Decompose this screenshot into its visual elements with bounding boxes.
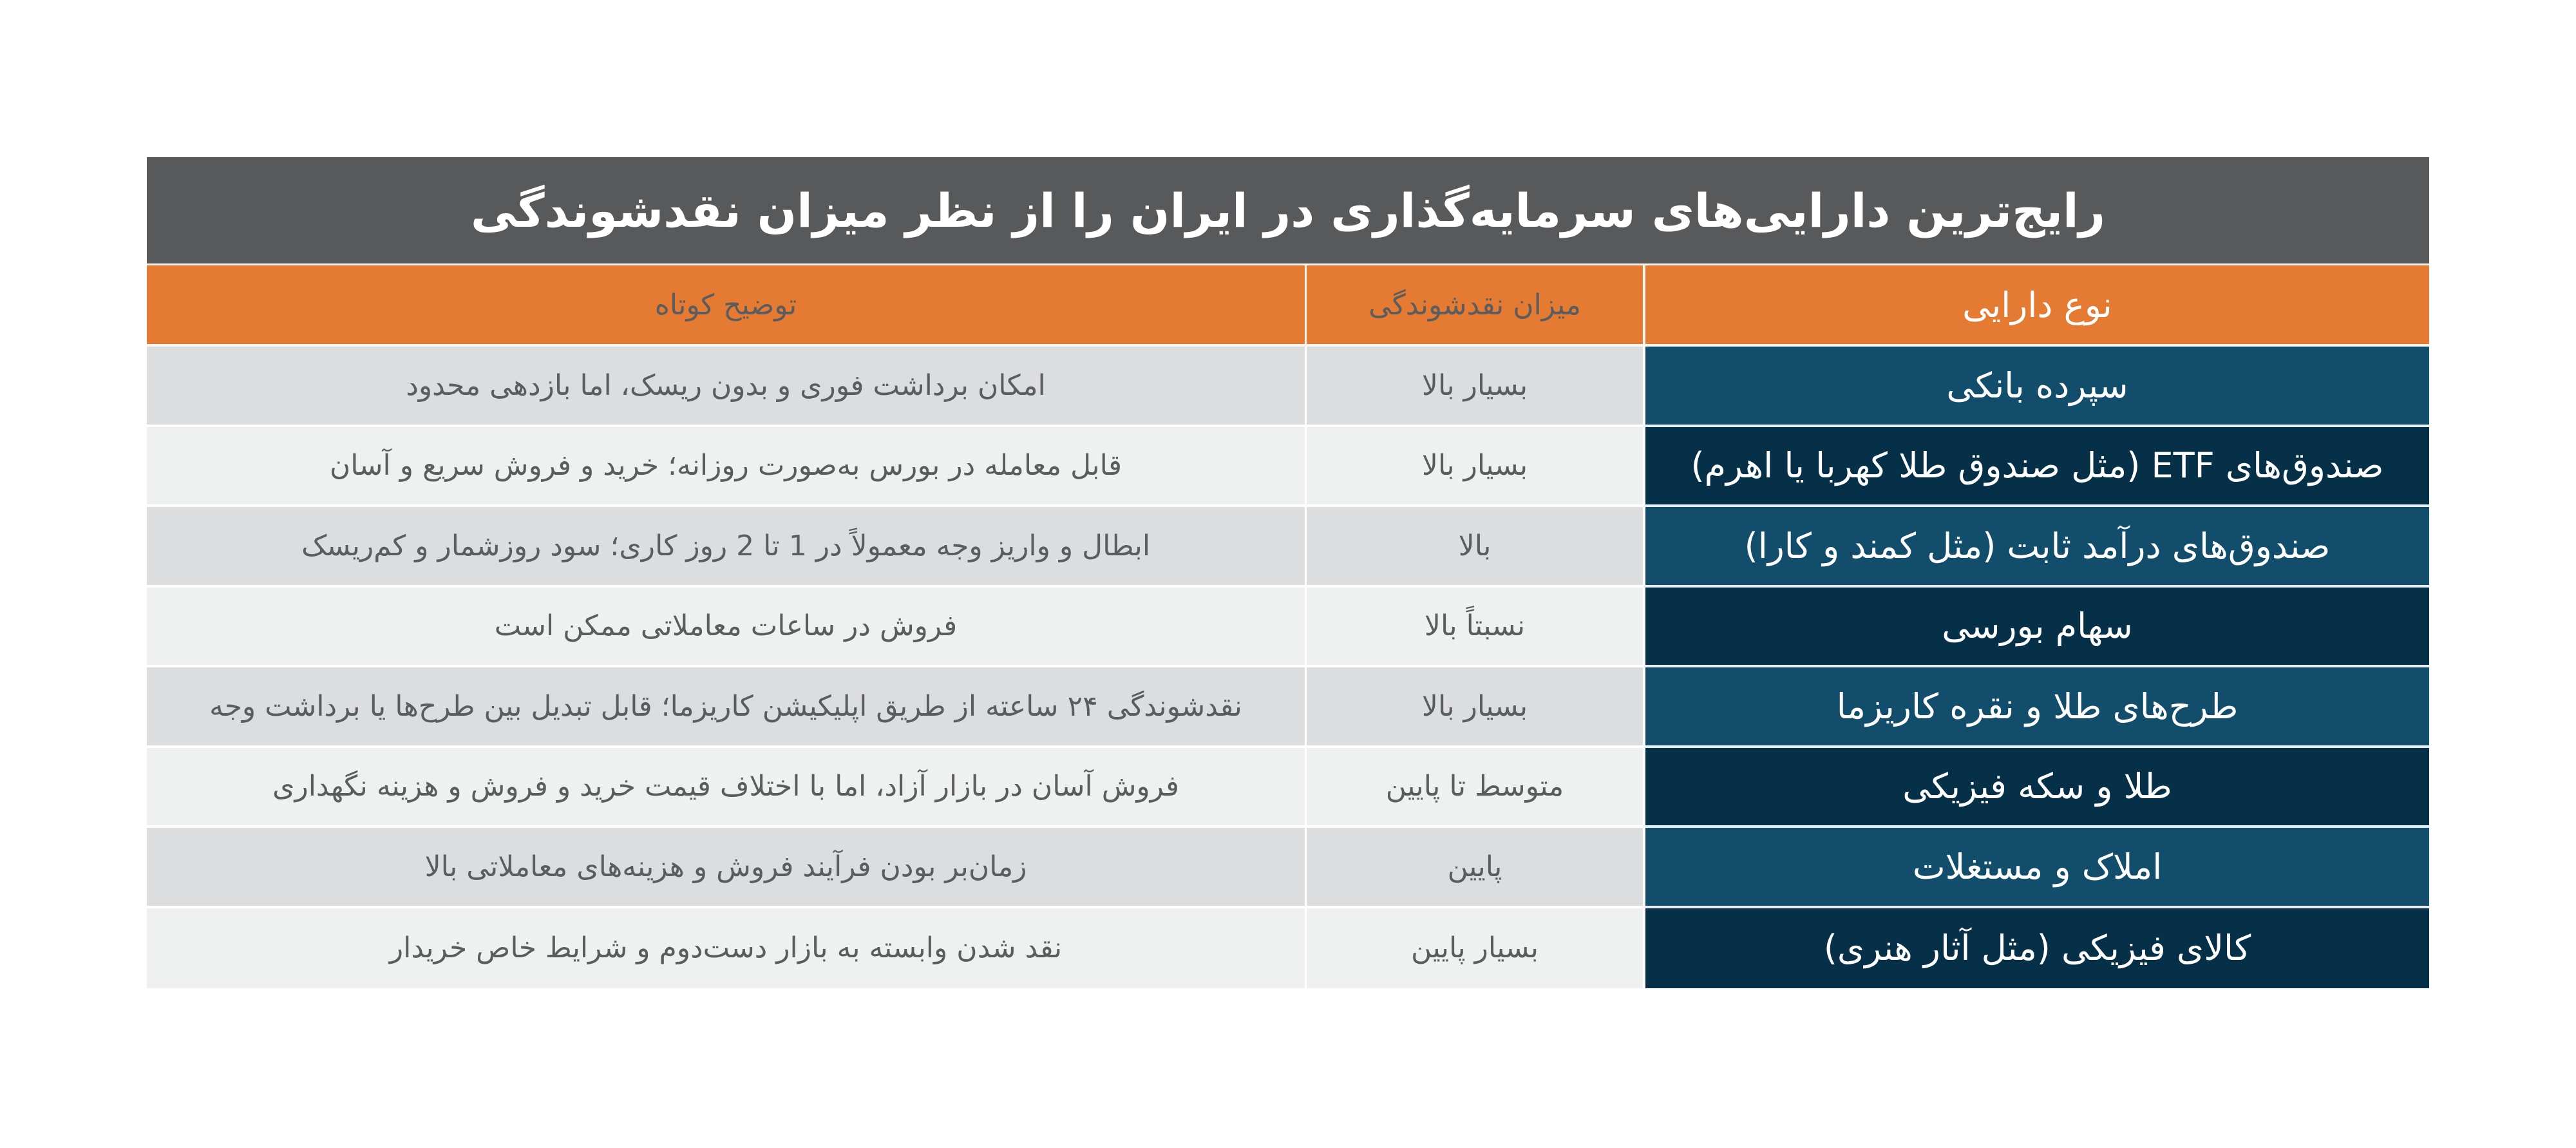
- row-6-asset-type: طلا و سکه فیزیکی: [1643, 748, 2429, 828]
- row-1-liquidity: بسیار بالا: [1305, 347, 1643, 427]
- row-5-asset-type: طرح‌های طلا و نقره کاریزما: [1643, 667, 2429, 748]
- row-4-asset-type: سهام بورسی: [1643, 588, 2429, 668]
- row-8-description: نقد شدن وابسته به بازار دست‌دوم و شرایط خاص خریدار: [147, 908, 1305, 989]
- row-6-liquidity: متوسط تا پایین: [1305, 748, 1643, 828]
- row-3-liquidity: بالا: [1305, 507, 1643, 588]
- header-asset-type: نوع دارایی: [1643, 265, 2429, 347]
- header-liquidity: میزان نقدشوندگی: [1305, 265, 1643, 347]
- row-3-asset-type: صندوق‌های درآمد ثابت (مثل کمند و کارا): [1643, 507, 2429, 588]
- row-2-asset-type: صندوق‌های ETF (مثل صندوق طلا کهربا یا اهرم): [1643, 427, 2429, 508]
- row-1-asset-type: سپرده بانکی: [1643, 347, 2429, 427]
- row-4-liquidity: نسبتاً بالا: [1305, 588, 1643, 668]
- table-title: رایج‌ترین دارایی‌های سرمایه‌گذاری در ایران را از نظر میزان نقدشوندگی: [147, 157, 2429, 265]
- row-2-description: قابل معامله در بورس به‌صورت روزانه؛ خرید و فروش سریع و آسان: [147, 427, 1305, 508]
- row-1-description: امکان برداشت فوری و بدون ریسک، اما بازدهی محدود: [147, 347, 1305, 427]
- row-7-description: زمان‌بر بودن فرآیند فروش و هزینه‌های معاملاتی بالا: [147, 828, 1305, 908]
- header-description: توضیح کوتاه: [147, 265, 1305, 347]
- liquidity-table: [147, 157, 2429, 988]
- row-2-liquidity: بسیار بالا: [1305, 427, 1643, 508]
- row-5-liquidity: بسیار بالا: [1305, 667, 1643, 748]
- row-5-description: نقدشوندگی ۲۴ ساعته از طریق اپلیکیشن کاریزما؛ قابل تبدیل بین طرح‌ها یا برداشت وجه: [147, 667, 1305, 748]
- row-4-description: فروش در ساعات معاملاتی ممکن است: [147, 588, 1305, 668]
- row-7-asset-type: املاک و مستغلات: [1643, 828, 2429, 908]
- row-3-description: ابطال و واریز وجه معمولاً در 1 تا 2 روز کاری؛ سود روزشمار و کم‌ریسک: [147, 507, 1305, 588]
- table-grid: [147, 265, 2429, 988]
- row-6-description: فروش آسان در بازار آزاد، اما با اختلاف قیمت خرید و فروش و هزینه نگهداری: [147, 748, 1305, 828]
- row-8-asset-type: کالای فیزیکی (مثل آثار هنری): [1643, 908, 2429, 989]
- row-8-liquidity: بسیار پایین: [1305, 908, 1643, 989]
- row-7-liquidity: پایین: [1305, 828, 1643, 908]
